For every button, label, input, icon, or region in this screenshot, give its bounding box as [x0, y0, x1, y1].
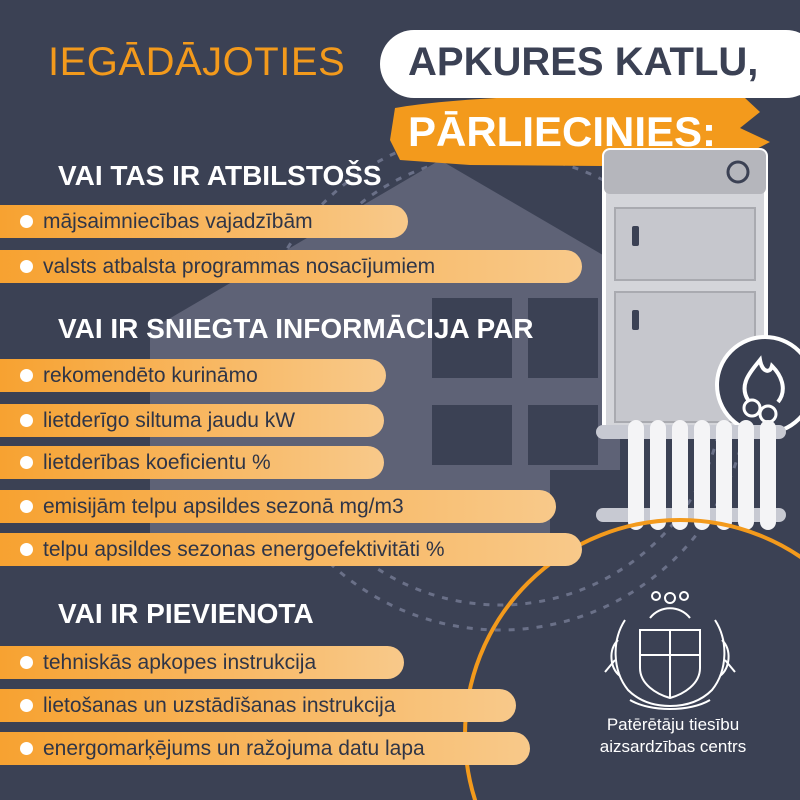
list-item-text: lietderīgo siltuma jaudu kW	[43, 408, 296, 432]
title-part3: PĀRLIECINIES:	[408, 108, 717, 155]
list-item-text: lietošanas un uzstādīšanas instrukcija	[43, 693, 396, 717]
list-item-text: rekomendēto kurināmo	[43, 363, 258, 387]
section-3-heading: VAI IR PIEVIENOTA	[58, 598, 314, 629]
bullet-icon	[20, 369, 33, 382]
title-part1: IEGĀDĀJOTIES	[48, 40, 346, 84]
list-item-text: tehniskās apkopes instrukcija	[43, 650, 317, 674]
list-item-text: mājsaimniecības vajadzībām	[43, 209, 313, 233]
list-item	[0, 490, 556, 523]
bullet-icon	[20, 543, 33, 556]
list-item	[0, 689, 516, 722]
organization-line1: Patērētāju tiesību	[606, 715, 740, 734]
coat-of-arms-icon	[605, 592, 735, 709]
organization-line2: aizsardzības centrs	[599, 737, 747, 756]
section-2-heading: VAI IR SNIEGTA INFORMĀCIJA PAR	[58, 313, 534, 344]
list-item-text: lietderības koeficientu %	[43, 450, 271, 474]
list-item-text: telpu apsildes sezonas energoefektivitāti %	[43, 537, 445, 561]
list-item	[0, 446, 384, 479]
list-item	[0, 404, 384, 437]
bullet-icon	[20, 260, 33, 273]
list-item	[0, 732, 530, 765]
radiator-icon	[596, 420, 786, 530]
list-item-text: valsts atbalsta programmas nosacījumiem	[43, 254, 436, 278]
organization-name	[578, 714, 768, 758]
list-item	[0, 359, 386, 392]
list-item-text: energomarķējums un ražojuma datu lapa	[43, 736, 425, 760]
bullet-icon	[20, 742, 33, 755]
bullet-icon	[20, 456, 33, 469]
title-part2: APKURES KATLU,	[408, 40, 759, 84]
bullet-icon	[20, 215, 33, 228]
fire-icon	[717, 337, 800, 433]
list-item-text: emisijām telpu apsildes sezonā mg/m3	[43, 494, 404, 518]
bullet-icon	[20, 699, 33, 712]
list-item	[0, 205, 408, 238]
bullet-icon	[20, 656, 33, 669]
bullet-icon	[20, 414, 33, 427]
list-item	[0, 250, 582, 283]
bullet-icon	[20, 500, 33, 513]
list-item	[0, 533, 582, 566]
list-item	[0, 646, 404, 679]
section-1-heading: VAI TAS IR ATBILSTOŠS	[58, 160, 382, 191]
